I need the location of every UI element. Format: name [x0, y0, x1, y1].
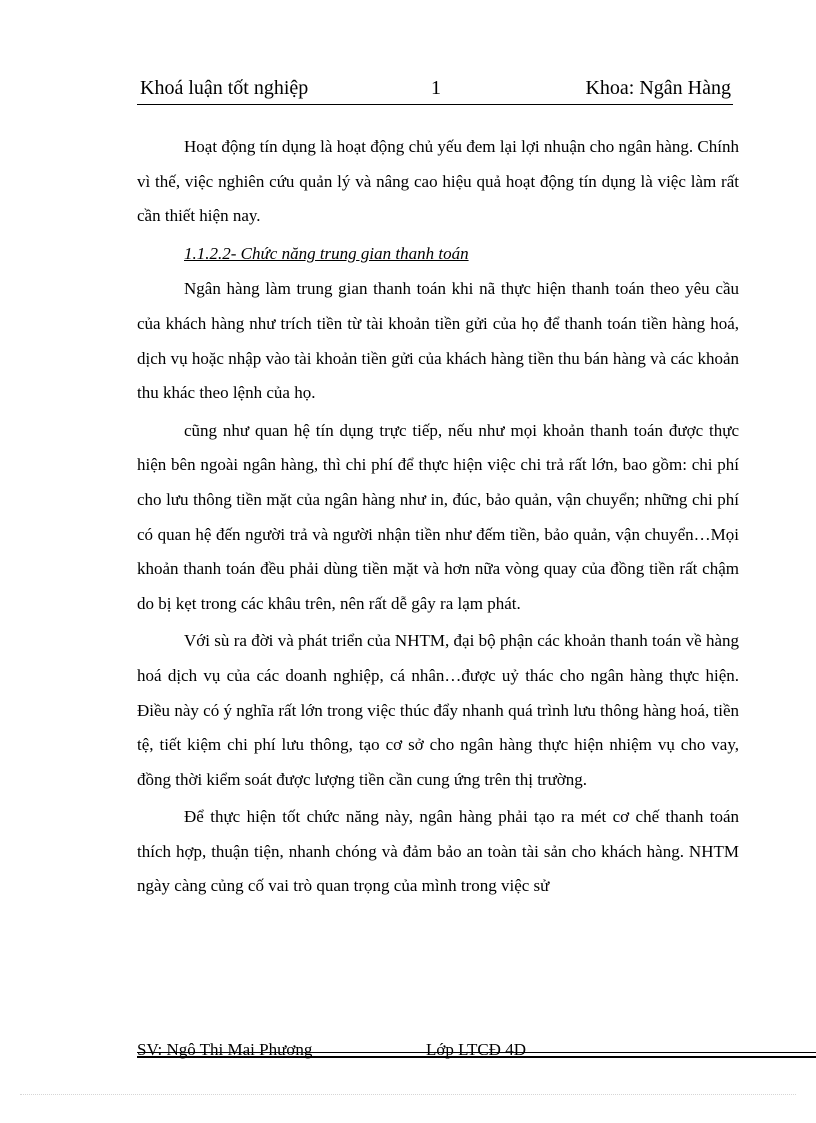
page-bottom-edge	[20, 1094, 796, 1095]
footer-class-label: Lớp LTCĐ 4D	[426, 1040, 526, 1059]
footer-rule-thick	[137, 1056, 816, 1058]
paragraph-credit-activity: Hoạt động tín dụng là hoạt động chủ yếu đem lại lợi nhuận cho ngân hàng. Chính vì thế, việc nghiên cứu quản lý và nâng cao hiệu quả hoạt động tín dụng là việc làm rất cần thiết hiện nay.	[137, 137, 739, 226]
paragraph-nhtm-development: Với sù ra đời và phát triển của NHTM, đại bộ phận các khoản thanh toán về hàng hoá dịch vụ của các doanh nghiệp, cá nhân…được uỷ thác cho ngân hàng thực hiện. Điều này có ý nghĩa rất lớn trong việc thúc đẩy nhanh quá trình lưu thông hàng hoá, tiền tệ, tiết kiệm chi phí lưu thông, tạo cơ sở cho ngân hàng thực hiện nhiệm vụ cho vay, đồng thời kiểm soát được lượng tiền cần cung ứng trên thị trường.	[137, 631, 739, 789]
page-footer	[137, 1040, 816, 1060]
section-subheading	[137, 237, 739, 272]
paragraph-direct-credit: cũng như quan hệ tín dụng trực tiếp, nếu như mọi khoản thanh toán được thực hiện bên ngoài ngân hàng, thì chi phí để thực hiện việc chi trả rất lớn, bao gồm: chi phí cho lưu thông tiền mặt của ngân hàng như in, đúc, bảo quản, vận chuyển; những chi phí có quan hệ đến người trả và người nhận tiền như đếm tiền, bảo quản, vận chuyển…Mọi khoản thanh toán đều phải dùng tiền mặt và hơn nữa vòng quay của đồng tiền rất chậm do bị kẹt trong các khâu trên, nên rất dễ gây ra lạm phát.	[137, 420, 739, 613]
paragraph-payment-mechanism: Để thực hiện tốt chức năng này, ngân hàng phải tạo ra mét cơ chế thanh toán thích hợp, thuận tiện, nhanh chóng và đảm bảo an toàn tài sản cho khách hàng. NHTM ngày càng củng cố vai trò quan trọng của mình trong việc sử	[137, 807, 739, 896]
page-header	[137, 74, 733, 105]
paragraph-payment-intermediary: Ngân hàng làm trung gian thanh toán khi nã thực hiện thanh toán theo yêu cầu của khách hàng như trích tiền từ tài khoản tiền gửi của họ để thanh toán tiền hàng hoá, dịch vụ hoặc nhập vào tài khoản tiền gửi của khách hàng tiền thu bán hàng và các khoản thu khác theo lệnh của họ.	[137, 279, 739, 403]
footer-student-name: SV: Ngô Thị Mai Phương	[137, 1040, 313, 1059]
footer-rule-thin	[137, 1052, 816, 1053]
header-page-number: 1	[431, 77, 441, 99]
header-faculty-label: Khoa: Ngân Hàng	[585, 77, 731, 99]
document-body	[137, 130, 739, 907]
header-thesis-label: Khoá luận tốt nghiệp	[140, 77, 309, 99]
subheading-text: 1.1.2.2- Chức năng trung gian thanh toán	[184, 243, 469, 263]
